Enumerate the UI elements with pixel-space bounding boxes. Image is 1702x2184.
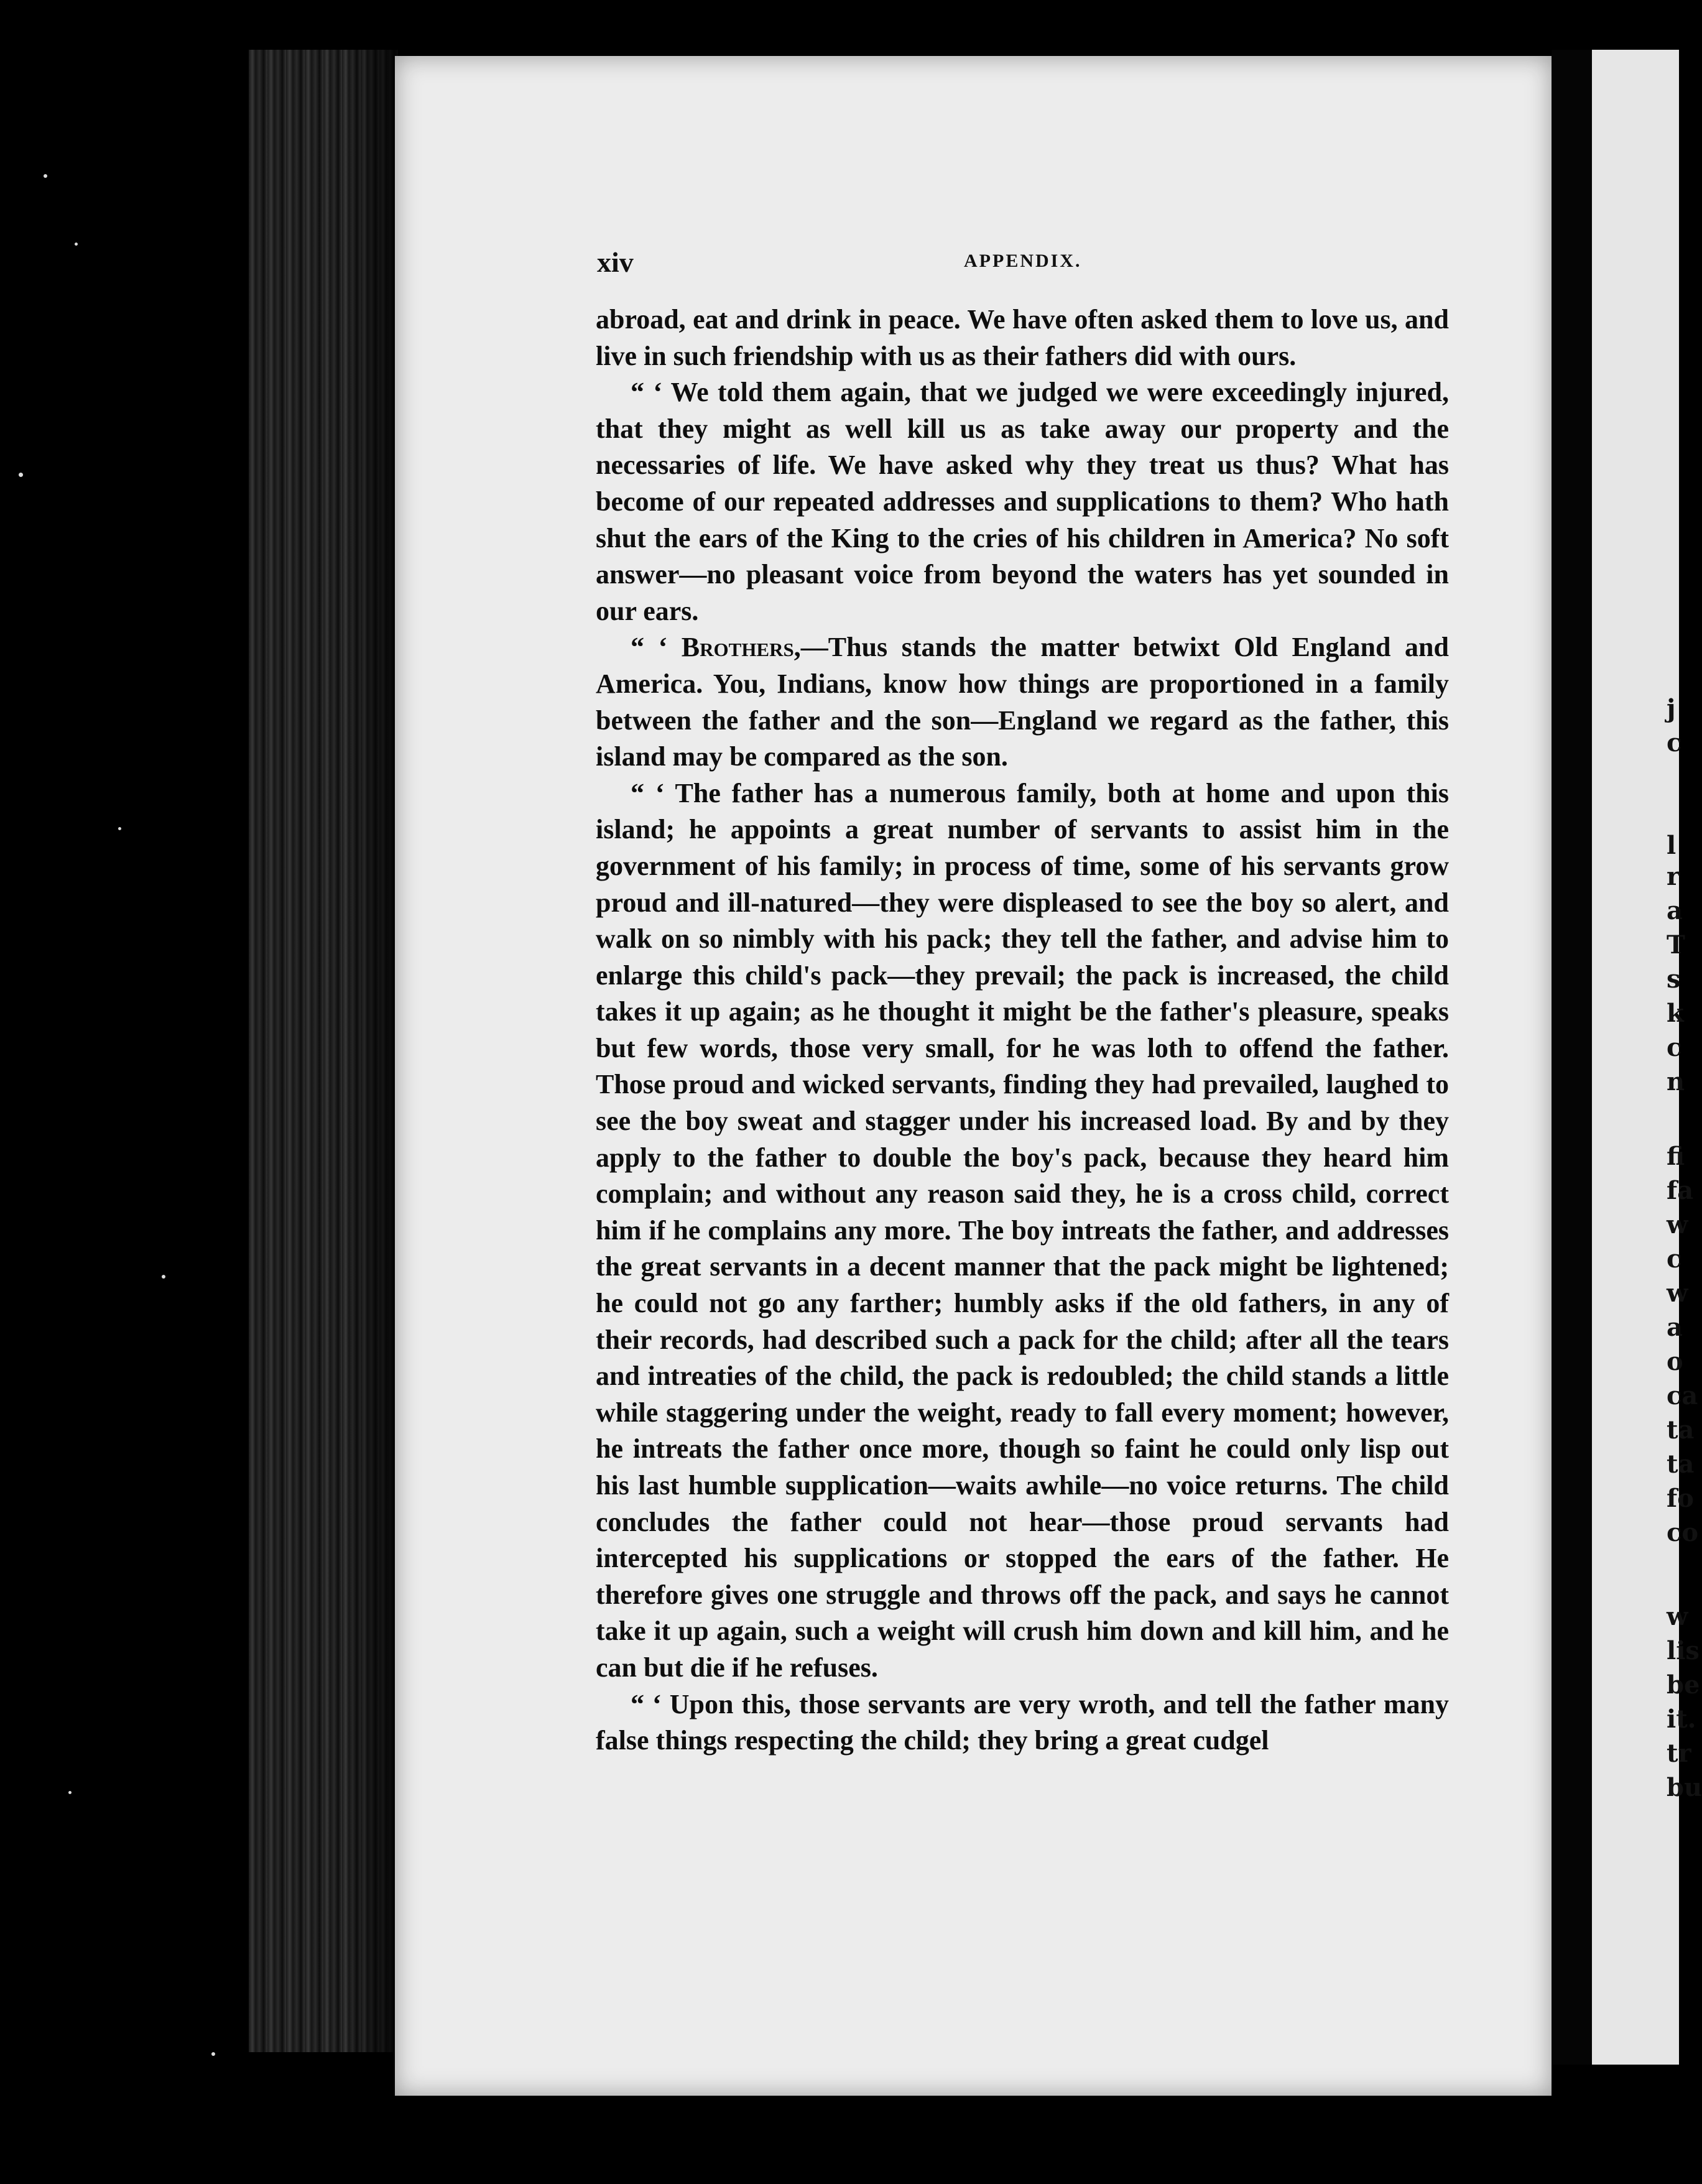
paragraph: “ ‘ Upon this, those servants are very wroth, and tell the father many false things respecting the child; they bring a great cudgel: [596, 1688, 1449, 1756]
facing-page-fragment: it.: [1667, 1705, 1696, 1734]
facing-page-fragment: s: [1667, 965, 1681, 994]
facing-page-fragment: c: [1667, 1244, 1682, 1274]
facing-page-fragment: k: [1667, 999, 1684, 1028]
small-caps-word: Brothers: [681, 632, 794, 663]
page-header: [597, 246, 1468, 283]
quote-mark: “ ‘: [631, 632, 682, 663]
binding-shadow: [348, 50, 398, 2052]
facing-page-fragment: o: [1667, 1347, 1683, 1376]
facing-page-fragment: T: [1667, 930, 1685, 960]
facing-page-fragment: fa: [1667, 1176, 1694, 1205]
page-number: xiv: [597, 246, 634, 278]
facing-page-fragment: fi: [1667, 1142, 1685, 1171]
running-head: APPENDIX.: [964, 251, 1082, 271]
facing-page-fragment: lis: [1667, 1636, 1700, 1665]
facing-page-fragment: c: [1667, 1033, 1682, 1062]
facing-page-fragment: fo: [1667, 1484, 1694, 1513]
facing-page-fragment: a: [1667, 896, 1683, 925]
facing-page-edge: [1592, 50, 1702, 2065]
facing-page-fragment: w: [1667, 1210, 1688, 1239]
paragraph-opening: ,—Thus stands the matter betwixt Old England and: [793, 632, 1449, 663]
facing-page-fragment: ta: [1667, 1415, 1695, 1445]
facing-page-fragment: w: [1667, 1602, 1688, 1631]
facing-page-fragment: w: [1667, 1279, 1688, 1308]
body-text: [596, 302, 1449, 1759]
paragraph: “ ‘ The father has a numerous family, both at home and upon this island; he appoints a great number of servants to assist him in the government of his family; in process of time, some of his servants grow proud and ill-natured—they were displeased to see the boy so alert, and walk on so nimbly with his pack; they tell the father, and advise him to enlarge this child's pack—they prevail; the pack is increased, the child takes it up again; as he thought it might be the father's pleasure, speaks but few words, those very small, for he was loth to offend the father. Those proud and wicked servants, finding they had prevailed, laughed to see the boy sweat and stagger under his increased load. By and by they apply to the father to double the boy's pack, because they heard him complain; and without any reason said they, he is a cross child, correct him if he complains any more. The boy intreats the father, and addresses the great servants in a decent manner that the pack might be lightened; he could not go any farther; humbly asks if the old fathers, in any of their records, had described such a pack for the child; after all the tears and intreaties of the child, the pack is redoubled; the child stands a little while staggering under the weight, ready to fall every moment; however, he intreats the father once more, though so faint he could only lisp out his last humble supplication—waits awhile—no voice returns. The child concludes the father could not hear—those proud servants had intercepted his supplications or stopped the ears of the father. He therefore gives one struggle and throws off the pack, and says he cannot take it up again, such a weight will crush him down and kill him, and he can but die if he refuses.: [596, 777, 1449, 1683]
facing-page-fragment: l: [1667, 831, 1677, 860]
paragraph: abroad, eat and drink in peace. We have often asked them to love us, and live in such friendship with us as their fathers did with ours.: [596, 304, 1449, 371]
paragraph: “ ‘ We told them again, that we judged we were exceedingly injured, that they might as well kill us as take away our property and the necessaries of life. We have asked why they treat us thus? What has become of our repeated addresses and supplications to them? Who hath shut the ears of the King to the cries of his children in America? No soft answer—no pleasant voice from beyond the waters has yet sounded in our ears.: [596, 377, 1449, 626]
facing-page-fragment: j: [1667, 694, 1676, 723]
facing-page-fragment: a: [1667, 1313, 1683, 1342]
facing-page-fragment: ca: [1667, 1381, 1698, 1410]
facing-page-fragment: ta: [1667, 1450, 1695, 1479]
facing-page-fragment: n: [1667, 1067, 1685, 1096]
paragraph-brothers: [596, 629, 1449, 775]
facing-page-fragment: bu: [1667, 1773, 1702, 1802]
paragraph-continuation: America. You, Indians, know how things are proportioned in a family between the father and the son—England we regard as the father, this island may be compared as the son.: [596, 668, 1449, 772]
facing-page-fragment: co: [1667, 1518, 1699, 1547]
facing-page-fragment: c: [1667, 728, 1682, 757]
facing-page-fragment: r: [1667, 862, 1680, 891]
facing-page-fragment: be: [1667, 1670, 1700, 1700]
facing-page-fragment: tr: [1667, 1739, 1691, 1768]
page-gutter: [1552, 50, 1592, 2065]
